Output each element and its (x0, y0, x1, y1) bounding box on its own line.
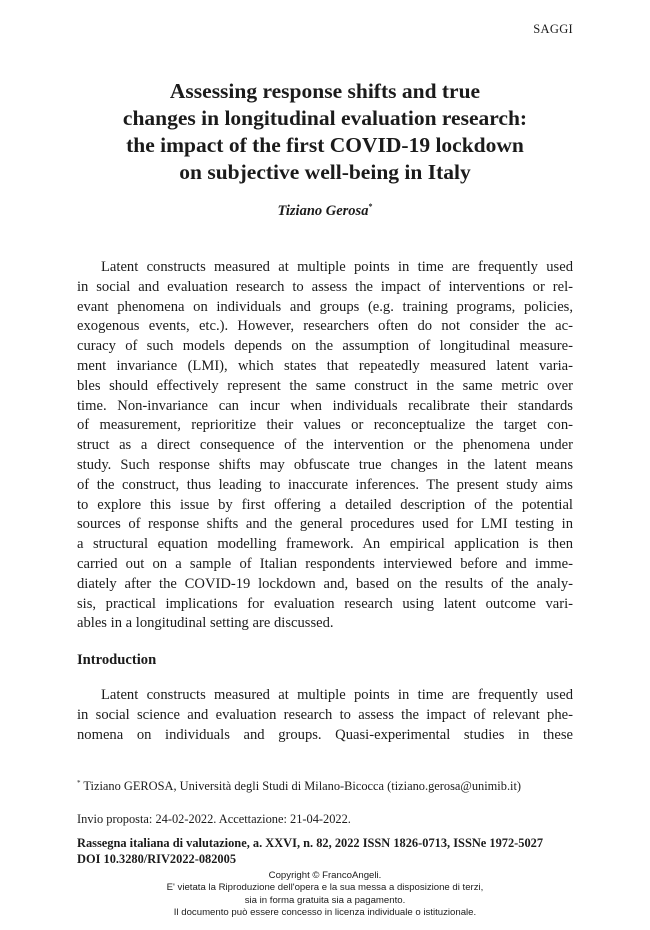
citation-line: Rassegna italiana di valutazione, a. XXVI, n. 82, 2022 ISSN 1826-0713, ISSNe 1972-5027 (77, 836, 544, 850)
author-byline (0, 202, 650, 220)
doi-line: DOI 10.3280/RIV2022-082005 (77, 851, 237, 866)
section-heading-introduction: Introduction (77, 652, 157, 668)
abstract-line: struct as a direct consequence of the intervention or the phenomena under (77, 437, 573, 454)
abstract-line: of the construct, thus leading to inaccurate inferences. The present study aims (77, 476, 573, 493)
abstract-line: to explore this issue by first offering a detailed description of the potential (77, 496, 573, 513)
author-name: Tiziano Gerosa (277, 202, 369, 219)
copyright-line: E' vietata la Riproduzione dell'opera e la sua messa a disposizione di terzi, (166, 882, 484, 894)
introduction-paragraph (77, 686, 573, 745)
abstract-line: of measurement, reprioritize their values or reconceptualize the target con- (77, 417, 573, 434)
author-footnote-mark: * (368, 202, 373, 211)
abstract-line: evant phenomena on individuals and groups (e.g. training programs, policies, (77, 298, 573, 315)
journal-citation (77, 836, 573, 867)
copyright-notice (0, 870, 650, 919)
title-line: changes in longitudinal evaluation research: (122, 106, 528, 130)
abstract-line: carried out on a sample of Italian respondents interviewed before and imme- (77, 555, 573, 572)
abstract-line: diately after the COVID-19 lockdown and, based on the results of the analy- (77, 575, 573, 592)
submission-dates: Invio proposta: 24-02-2022. Accettazione: 21-04-2022. (77, 812, 351, 826)
abstract-line: sources of response shifts and the general procedures used for LMI testing in (77, 516, 573, 533)
title-line: Assessing response shifts and true (169, 79, 481, 103)
running-head: SAGGI (533, 22, 573, 36)
body-line: in social science and evaluation research to assess the impact of relevant phe- (77, 706, 573, 723)
abstract-line: a structural equation modelling framework. An empirical application is then (77, 536, 573, 553)
title-line: on subjective well-being in Italy (179, 160, 471, 184)
abstract-line: ables in a longitudinal setting are discussed. (77, 615, 334, 632)
abstract-line: bles should effectively represent the same construct in the same metric over (77, 377, 573, 394)
title-line: the impact of the first COVID-19 lockdown (126, 133, 524, 157)
abstract-line: exogenous events, etc.). However, researchers often do not consider the ac- (77, 318, 573, 335)
copyright-line: sia in forma gratuita sia a pagamento. (244, 894, 406, 906)
abstract-line: Latent constructs measured at multiple points in time are frequently used (101, 259, 573, 275)
abstract-line: in social and evaluation research to assess the impact of interventions or rel- (77, 278, 573, 295)
abstract-line: time. Non-invariance can incur when individuals recalibrate their standards (77, 397, 573, 414)
footnote-mark: * (77, 779, 81, 787)
abstract (77, 258, 573, 634)
abstract-line: curacy of such models depends on the assumption of longitudinal measure- (77, 338, 573, 355)
body-line: nomena on individuals and groups. Quasi-experimental studies in these (77, 726, 573, 743)
body-line: Latent constructs measured at multiple points in time are frequently used (101, 687, 573, 703)
copyright-line: Il documento può essere concesso in licenza individuale o istituzionale. (173, 906, 477, 918)
author-footnote (77, 779, 573, 794)
abstract-line: sis, practical implications for evaluation research using latent outcome vari- (77, 595, 573, 612)
abstract-line: study. Such response shifts may obfuscate true changes in the latent means (77, 456, 573, 473)
abstract-line: ment invariance (LMI), which states that repeatedly measured latent varia- (77, 357, 573, 374)
footnote-text: Tiziano GEROSA, Università degli Studi di Milano-Bicocca (tiziano.gerosa@unimib.it) (83, 779, 522, 794)
copyright-line: Copyright © FrancoAngeli. (268, 870, 382, 881)
paper-title (60, 78, 590, 186)
